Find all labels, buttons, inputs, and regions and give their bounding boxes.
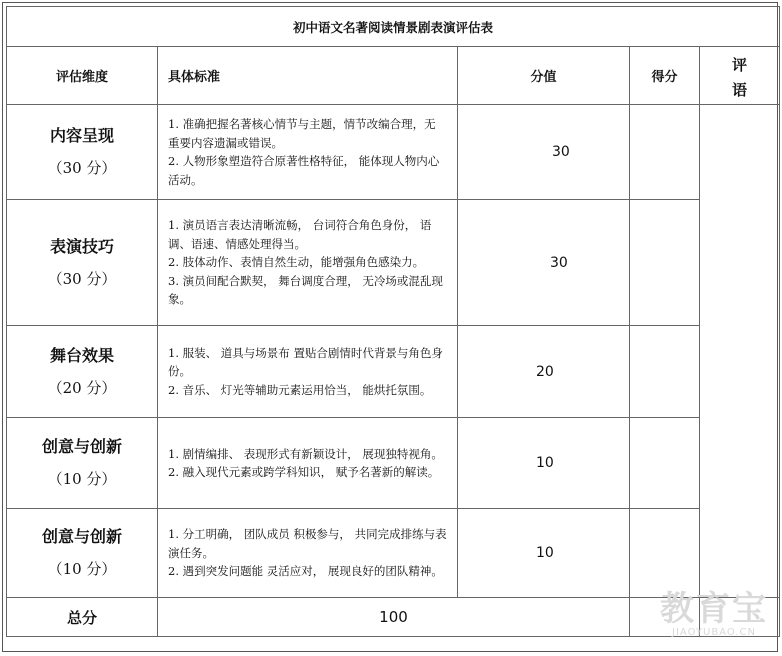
value-cell (458, 326, 630, 418)
value-cell (458, 418, 630, 509)
value-text: 10 (536, 455, 554, 471)
watermark-url: JIAOYUBAO.CN (672, 627, 756, 638)
criterion-item: 1. 演员语言表达清晰流畅， 台词符合角色身份， 语调、语速、情感处理得当。 (168, 218, 432, 251)
watermark-logo (660, 591, 768, 638)
dimension-points: （30 分） (47, 159, 117, 177)
criterion-item: 1. 准确把握名著核心情节与主题，情节改编合理，无重要内容遗漏或错误。 (168, 117, 436, 150)
score-cell[interactable] (630, 509, 700, 598)
criteria-cell (158, 326, 458, 418)
value-cell (458, 105, 630, 200)
score-cell[interactable] (630, 200, 700, 326)
criterion-item: 2. 音乐、 灯光等辅助元素运用恰当， 能烘托氛围。 (168, 382, 432, 397)
value-text: 10 (536, 545, 554, 561)
table-row (7, 418, 780, 509)
value-cell (458, 509, 630, 598)
table-row (7, 326, 780, 418)
criterion-item: 1. 剧情编排、 表现形式有新颖设计， 展现独特视角。 (168, 446, 443, 461)
dimension-cell (7, 509, 158, 598)
table-row (7, 509, 780, 598)
criteria-cell (158, 509, 458, 598)
table-row (7, 105, 780, 200)
criterion-item: 2. 人物形象塑造符合原著性格特征， 能体现人物内心活动。 (168, 154, 440, 187)
dimension-cell (7, 105, 158, 200)
header-score: 得分 (630, 47, 700, 105)
criterion-item: 2. 融入现代元素或跨学科知识， 赋予名著新的解读。 (168, 465, 440, 479)
dimension-name: 舞台效果 (49, 345, 114, 365)
criterion-item: 2. 遇到突发问题能 灵活应对， 展现良好的团队精神。 (168, 564, 443, 579)
header-dimension: 评估维度 (7, 47, 158, 105)
header-comment (700, 47, 780, 105)
total-label: 总分 (7, 598, 158, 637)
score-cell[interactable] (630, 418, 700, 509)
criteria-cell (158, 200, 458, 326)
dimension-name: 内容呈现 (49, 126, 114, 145)
dimension-cell (7, 326, 158, 418)
dimension-cell (7, 200, 158, 326)
value-text: 30 (550, 254, 568, 271)
value-text: 30 (552, 144, 570, 160)
dimension-name: 表演技巧 (49, 236, 114, 256)
header-standard: 具体标准 (158, 47, 458, 105)
criterion-item: 2. 肢体动作、表情自然生动，能增强角色感染力。 (168, 255, 425, 270)
header-value: 分值 (458, 47, 630, 105)
table-row (7, 200, 780, 326)
score-cell[interactable] (630, 105, 700, 200)
dimension-points: （10 分） (47, 470, 117, 488)
dimension-cell (7, 418, 158, 509)
dimension-points: （10 分） (47, 560, 117, 578)
dimension-name: 创意与创新 (41, 527, 122, 546)
total-value: 100 (158, 598, 630, 637)
dimension-points: （30 分） (47, 269, 117, 288)
criterion-item: 1. 分工明确， 团队成员 积极参与， 共同完成排练与表演任务。 (168, 527, 447, 560)
criteria-cell (158, 105, 458, 200)
value-text: 20 (536, 363, 554, 380)
value-cell (458, 200, 630, 326)
watermark-brand: 教育宝 (660, 589, 768, 629)
evaluation-table (6, 6, 780, 637)
criterion-item: 1. 服装、 道具与场景布 置贴合剧情时代背景与角色身份。 (168, 345, 443, 379)
comment-cell[interactable] (700, 105, 780, 598)
criteria-cell (158, 418, 458, 509)
dimension-points: （20 分） (47, 378, 117, 397)
dimension-name: 创意与创新 (41, 437, 122, 456)
header-comment-line1: 评 (731, 56, 747, 74)
table-title: 初中语文名著阅读情景剧表演评估表 (7, 7, 780, 47)
score-cell[interactable] (630, 326, 700, 418)
header-comment-line2: 语 (731, 81, 747, 99)
criterion-item: 3. 演员间配合默契， 舞台调度合理， 无冷场或混乱现象。 (168, 273, 443, 307)
